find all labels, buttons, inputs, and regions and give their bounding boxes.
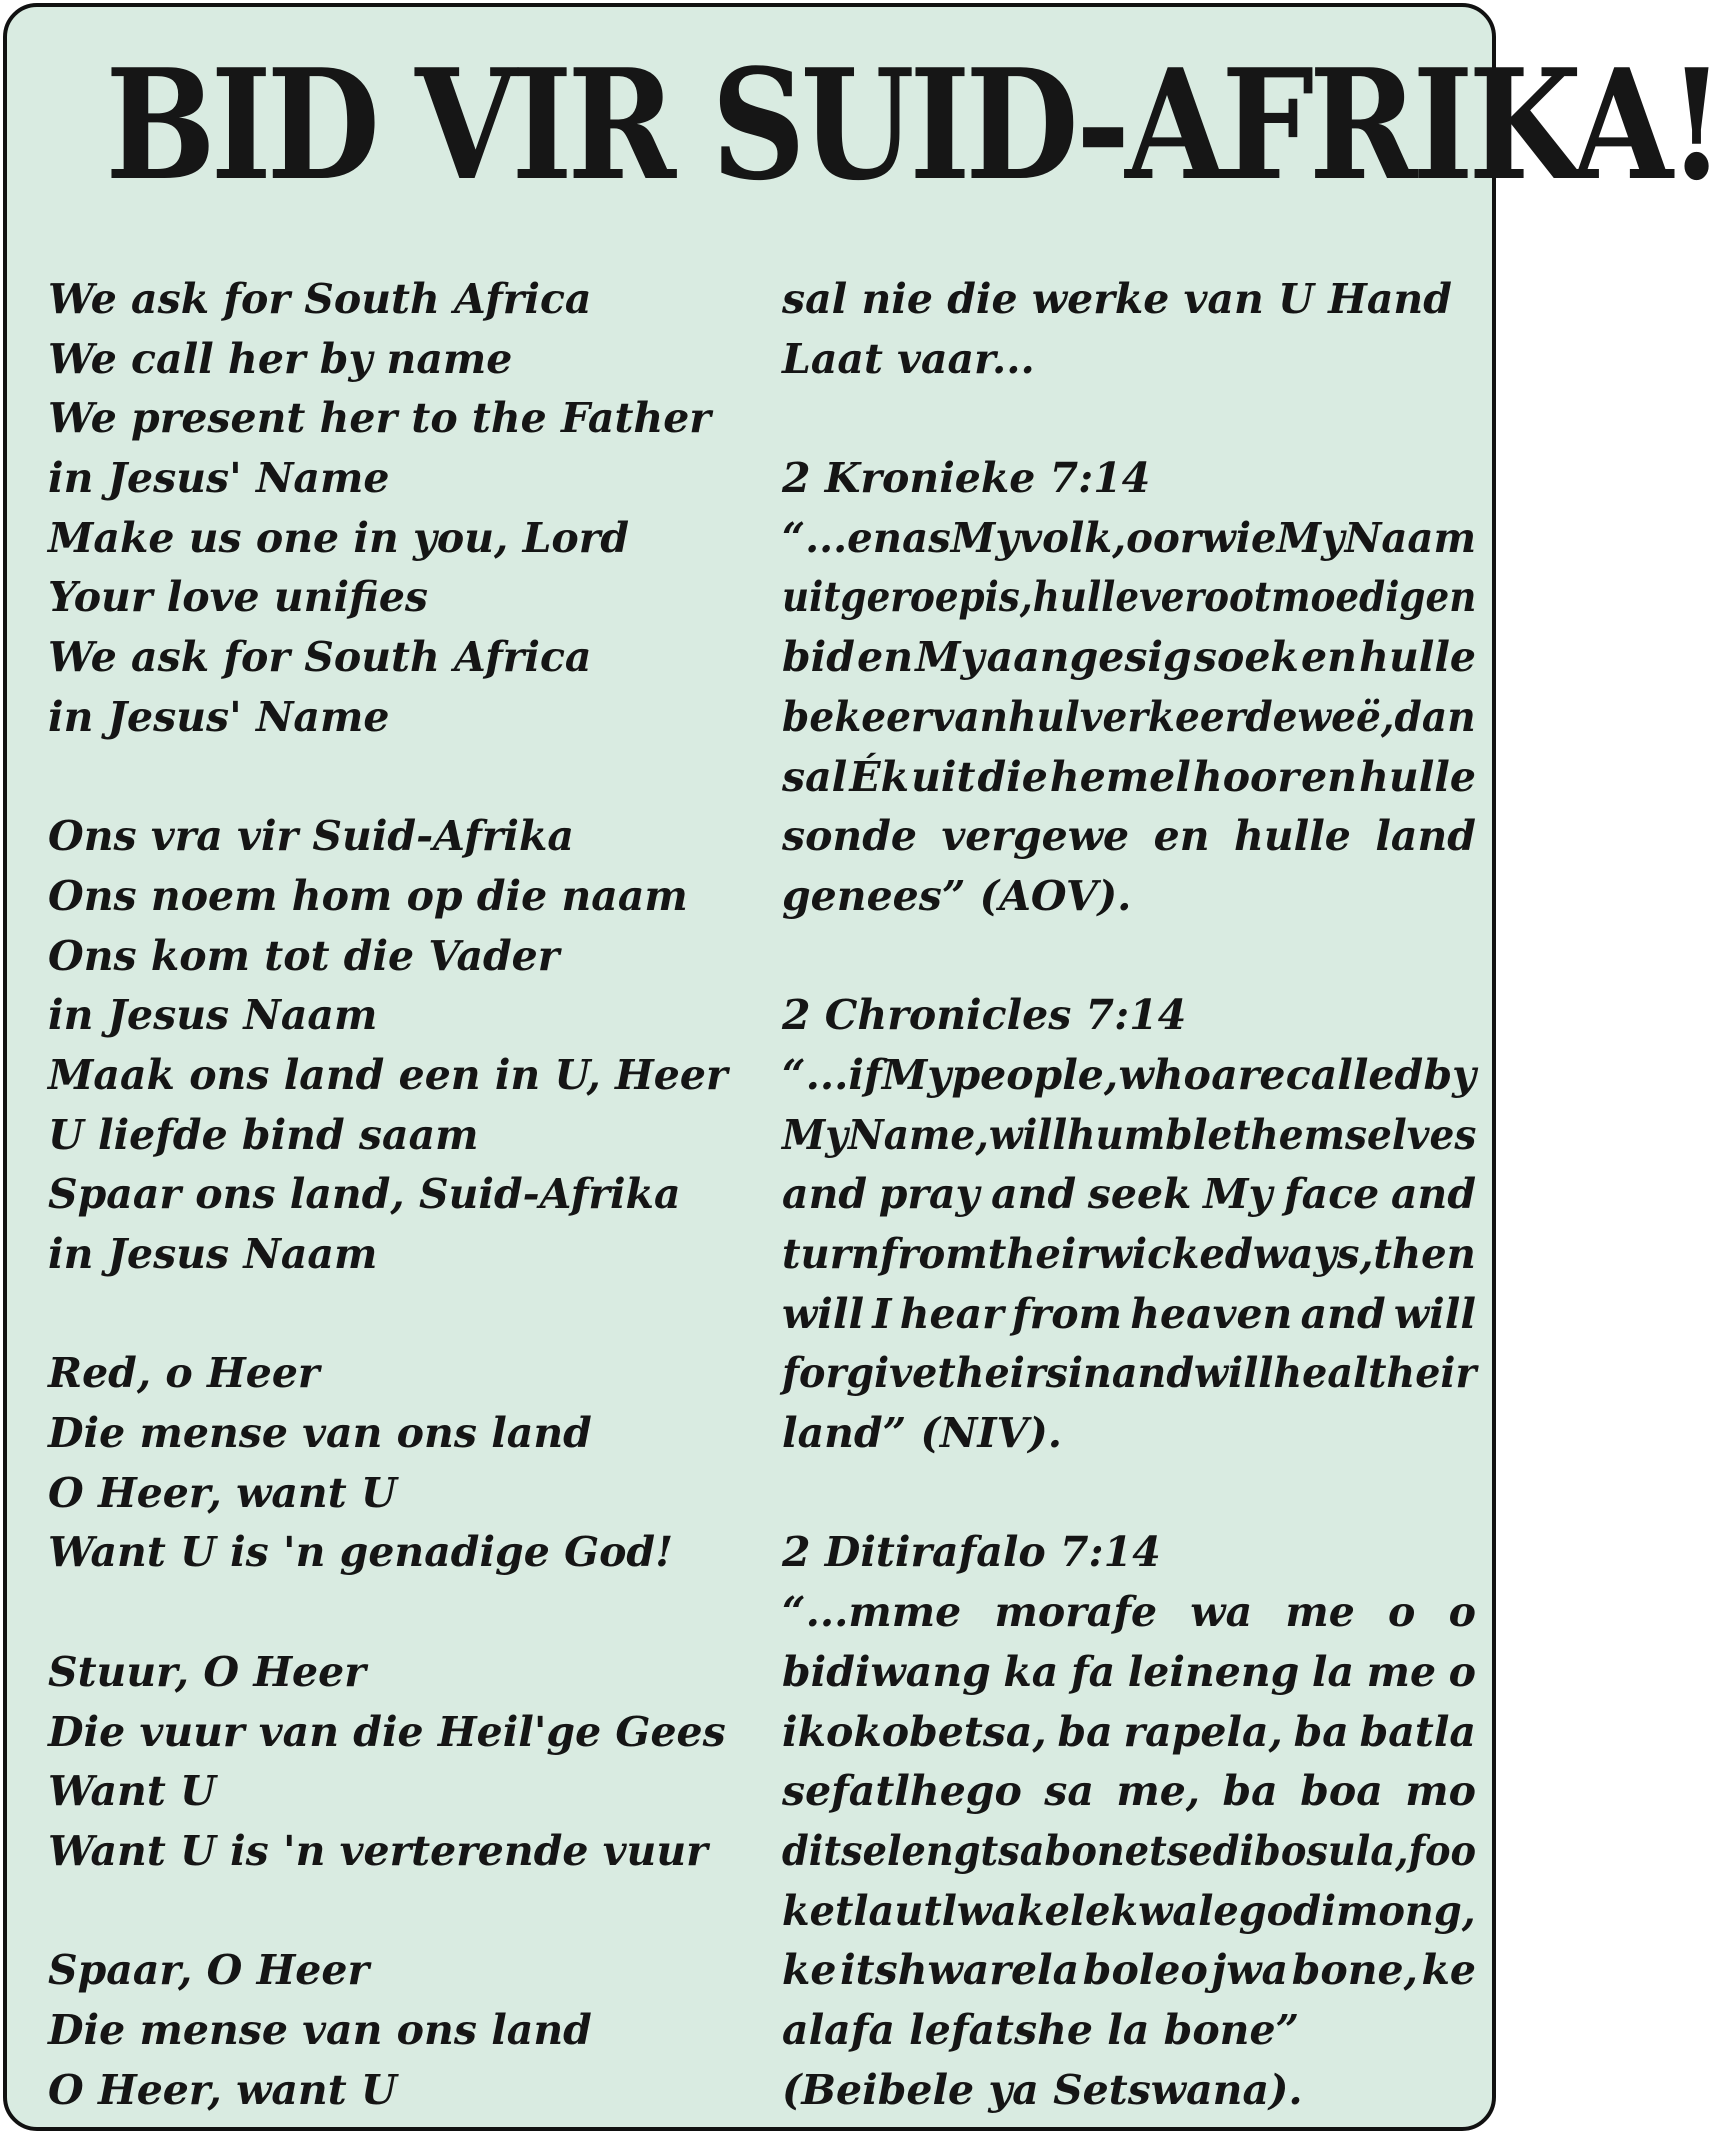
scripture-line: My Name, will humble themselves [782,1110,1477,1159]
prayer-line: Want U [48,1767,216,1816]
scripture-line: bekeer van hul verkeerde weë, dan [782,692,1476,741]
scripture-line: bidiwang ka fa leineng la me o [782,1647,1476,1696]
prayer-line: We ask for South Africa [48,633,592,682]
prayer-line: in Jesus' Name [48,454,390,503]
right-column [782,270,1476,2120]
scripture-line: and pray and seek My face and [782,1170,1476,1219]
left-column [48,270,748,2120]
prayer-line: Maak ons land een in U, Heer [48,1050,728,1099]
scripture-line: “...if My people, who are called by [782,1050,1476,1099]
blank-line [48,1882,748,1942]
blank-line [48,1583,748,1643]
prayer-line: Spaar ons land, Suid-Afrika [48,1170,681,1219]
scripture-line: sal Ék uit die hemel hoor en hulle [782,752,1476,801]
scripture-line: uitgeroep is, hulle verootmoedig en [782,573,1477,622]
blank-line [48,1285,748,1345]
blank-line [782,927,1476,987]
scripture-line: 2 Kronieke 7:14 [782,454,1151,503]
prayer-line: Your love unifies [48,573,429,622]
prayer-line: in Jesus' Name [48,692,390,741]
prayer-line: in Jesus Naam [48,991,378,1040]
scripture-line: 2 Ditirafalo 7:14 [782,1528,1161,1577]
prayer-line: Die mense van ons land [48,1409,592,1458]
prayer-line: We call her by name [48,334,513,383]
prayer-line: O Heer, want U [48,1468,397,1517]
scripture-line: bid en My aangesig soek en hulle [782,633,1476,682]
blank-line [782,389,1476,449]
scripture-line: sefatlhego sa me, ba boa mo [782,1767,1476,1816]
scripture-line: “...mme morafe wa me o o [782,1588,1476,1637]
prayer-line: Make us one in you, Lord [48,513,630,562]
prayer-line: Want U is 'n verterende vuur [48,1826,708,1875]
scripture-line: sal nie die werke van U Hand [782,275,1452,323]
scripture-line: sonde vergewe en hulle land [782,812,1476,861]
scripture-line: ke tla utlwa ke le kwa legodimong, [782,1886,1476,1935]
prayer-line: Ons vra vir Suid-Afrika [48,812,574,861]
prayer-line: Die vuur van die Heil'ge Gees [48,1707,726,1756]
poster-title: BID VIR SUID-AFRIKA! [105,35,1720,214]
prayer-line: Die mense van ons land [48,2005,592,2054]
prayer-line: Ons noem hom op die naam [48,871,688,920]
prayer-line: We ask for South Africa [48,275,592,323]
prayer-line: Spaar, O Heer [48,1946,370,1995]
scripture-line: Laat vaar... [782,334,1035,383]
prayer-line: O Heer, want U [48,2065,397,2114]
prayer-line: Stuur, O Heer [48,1647,366,1696]
scripture-line: ditseleng tsa bone tse di bosula, foo [782,1826,1477,1875]
prayer-line: Ons kom tot die Vader [48,931,560,980]
scripture-line: ke itshwarela boleo jwa bone, ke [782,1946,1476,1995]
prayer-line: Red, o Heer [48,1349,320,1398]
scripture-line: (Beibele ya Setswana). [782,2065,1303,2114]
prayer-line: Want U is 'n genadige God! [48,1528,674,1577]
scripture-line: turn from their wicked ways, then [782,1230,1476,1278]
scripture-line: will I hear from heaven and will [782,1289,1476,1338]
scripture-line: forgive their sin and will heal their [782,1349,1477,1398]
scripture-line: “...en as My volk, oor wie My Naam [782,513,1477,562]
scripture-line: land” (NIV). [782,1409,1063,1458]
scripture-line: genees” (AOV). [782,871,1132,920]
blank-line [782,1464,1476,1524]
blank-line [48,748,748,808]
scripture-line: 2 Chronicles 7:14 [782,991,1187,1040]
scripture-line: alafa lefatshe la bone” [782,2005,1300,2054]
scripture-line: ikokobetsa, ba rapela, ba batla [782,1707,1476,1756]
prayer-line: U liefde bind saam [48,1110,479,1159]
prayer-line: We present her to the Father [48,394,711,443]
prayer-line: in Jesus Naam [48,1230,378,1278]
